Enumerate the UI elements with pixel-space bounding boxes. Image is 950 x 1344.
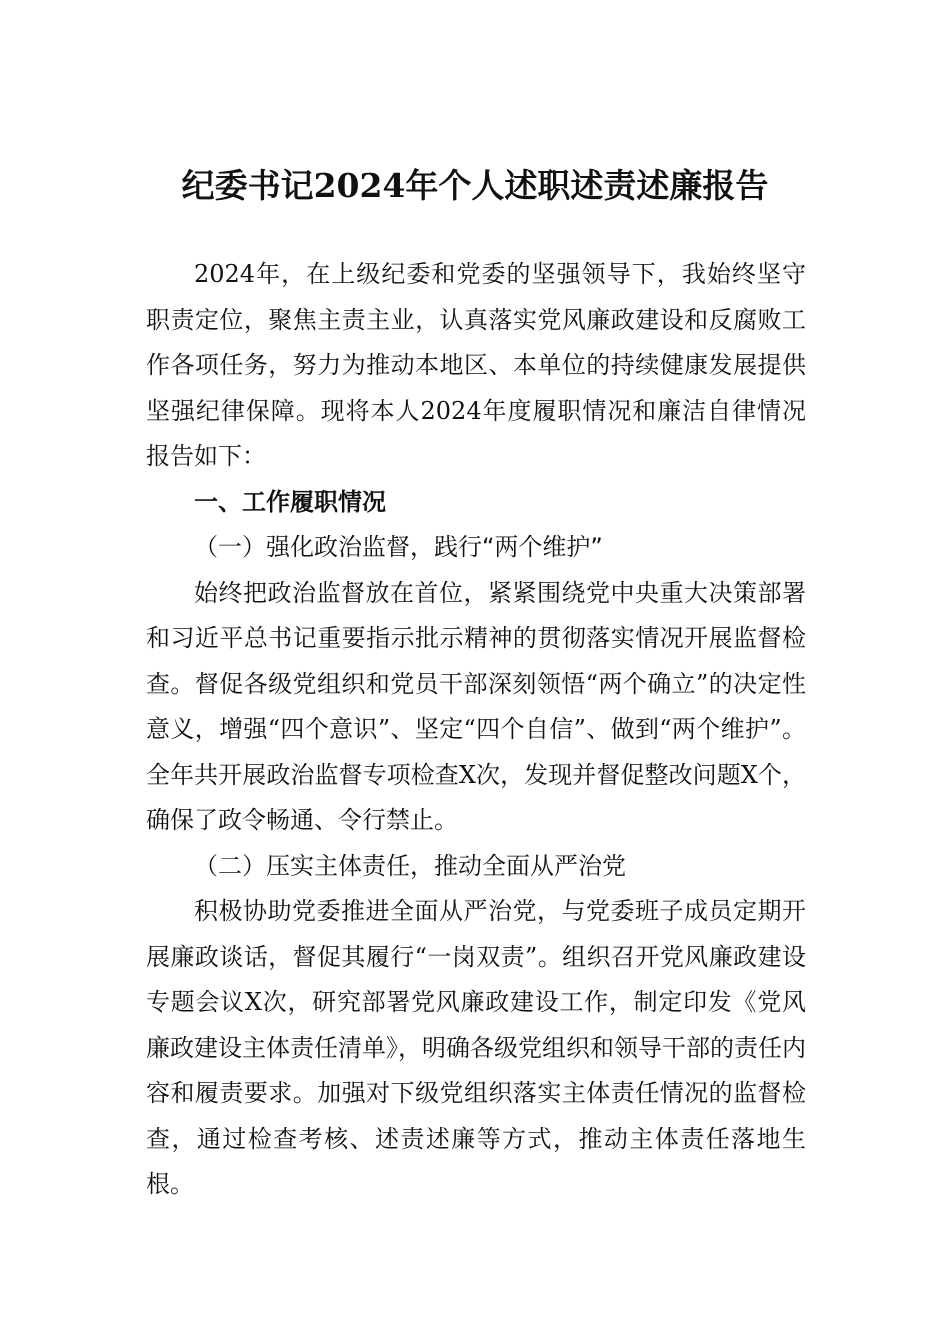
intro-paragraph: 2024年，在上级纪委和党委的坚强领导下，我始终坚守职责定位，聚焦主责主业，认真落实党风廉政建设和反腐败工作各项任务，努力为推动本地区、本单位的持续健康发展提供坚强纪律保障。现将本人2024年度履职情况和廉洁自律情况报告如下： <box>146 260 806 470</box>
subsection-heading-main-responsibility: （二）压实主体责任，推动全面从严治党 <box>194 851 626 880</box>
subsection-heading-political-supervision: （一）强化政治监督，践行“两个维护” <box>194 533 603 561</box>
political-supervision-paragraph: 始终把政治监督放在首位，紧紧围绕党中央重大决策部署和习近平总书记重要指示批示精神的贯彻落实情况开展监督检查。督促各级党组织和党员干部深刻领悟“两个确立”的决定性意义，增强“四个意识”、坚定“四个自信”、做到“两个维护”。全年共开展政治监督专项检查X次，发现并督促整改问题X个，确保了政令畅通、令行禁止。 <box>146 578 806 834</box>
section-heading-work-duties: 一、工作履职情况 <box>194 487 386 516</box>
document-body <box>146 252 806 1208</box>
main-responsibility-paragraph: 积极协助党委推进全面从严治党，与党委班子成员定期开展廉政谈话，督促其履行“一岗双责”。组织召开党风廉政建设专题会议X次，研究部署党风廉政建设工作，制定印发《党风廉政建设主体责任清单》，明确各级党组织和领导干部的责任内容和履责要求。加强对下级党组织落实主体责任情况的监督检查，通过检查考核、述责述廉等方式，推动主体责任落地生根。 <box>146 897 806 1198</box>
document-title: 纪委书记2024年个人述职述责述廉报告 <box>181 166 769 205</box>
